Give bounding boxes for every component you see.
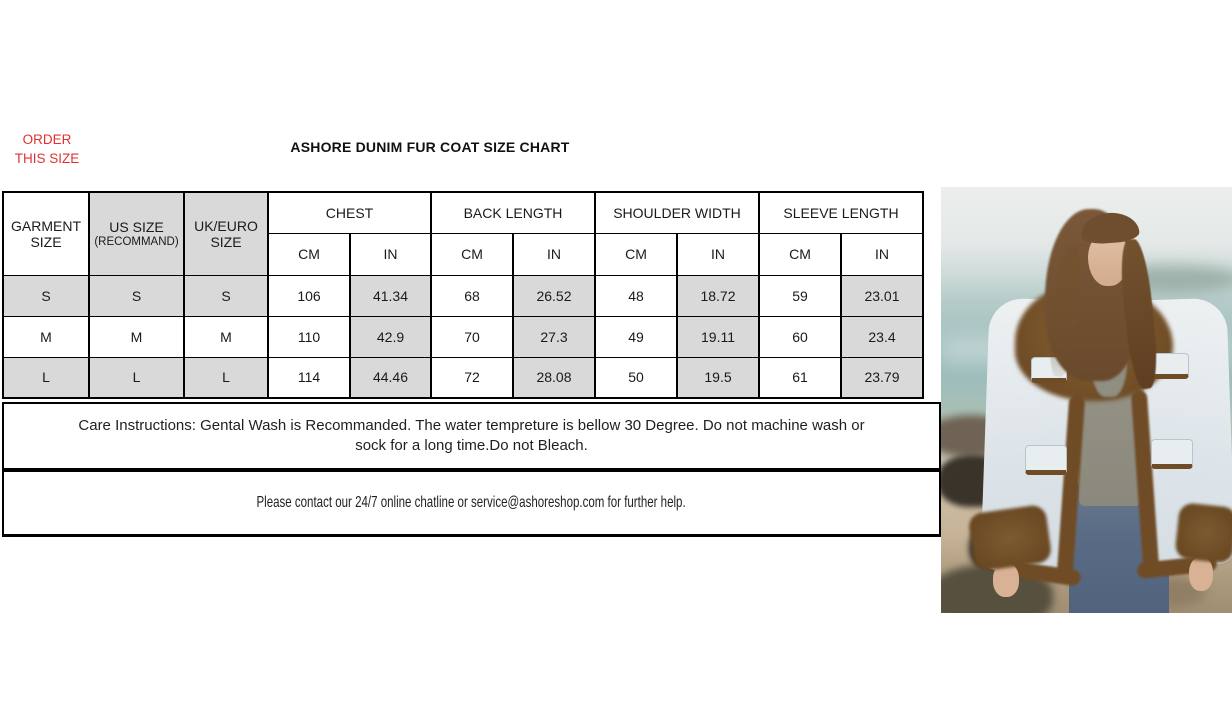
fur-cuff-left xyxy=(967,504,1052,572)
fur-cuff-right xyxy=(1174,502,1232,564)
cell-chest-in: 41.34 xyxy=(350,275,431,316)
jacket-pocket xyxy=(1151,439,1193,469)
unit-back-cm: CM xyxy=(431,233,513,275)
cell-chest-cm: 106 xyxy=(268,275,350,316)
header-garment-size: GARMENT SIZE xyxy=(3,192,89,275)
size-table xyxy=(2,191,924,399)
header-us-size-label: US SIZE xyxy=(109,219,164,236)
cell-shoulder-cm: 49 xyxy=(595,316,677,357)
cell-us: M xyxy=(89,316,184,357)
product-photo xyxy=(941,187,1232,613)
header-chest: CHEST xyxy=(268,192,431,233)
care-instructions-text: Care Instructions: Gental Wash is Recommanded. The water tempreture is bellow 30 Degree. Do not machine wash or sock for a long time.Do not Bleach. xyxy=(78,417,865,454)
cell-garment: M xyxy=(3,316,89,357)
order-this-size-note: ORDER THIS SIZE xyxy=(14,132,80,166)
cell-back-cm: 72 xyxy=(431,357,513,398)
table-row-l xyxy=(3,357,923,398)
cell-us: L xyxy=(89,357,184,398)
unit-chest-in: IN xyxy=(350,233,431,275)
header-us-size xyxy=(89,192,184,275)
jacket-pocket xyxy=(1025,445,1067,475)
table-row-m xyxy=(3,316,923,357)
jacket-pocket xyxy=(1153,353,1189,379)
page-title: ASHORE DUNIM FUR COAT SIZE CHART xyxy=(290,139,570,155)
cell-sleeve-cm: 61 xyxy=(759,357,841,398)
contact-box xyxy=(2,470,941,537)
header-shoulder-width: SHOULDER WIDTH xyxy=(595,192,759,233)
cell-back-in: 28.08 xyxy=(513,357,595,398)
unit-shoulder-in: IN xyxy=(677,233,759,275)
cell-uk: S xyxy=(184,275,268,316)
unit-chest-cm: CM xyxy=(268,233,350,275)
cell-sleeve-cm: 60 xyxy=(759,316,841,357)
header-sleeve-length: SLEEVE LENGTH xyxy=(759,192,923,233)
care-instructions-box xyxy=(2,402,941,470)
cell-shoulder-in: 19.5 xyxy=(677,357,759,398)
cell-uk: M xyxy=(184,316,268,357)
table-row-s xyxy=(3,275,923,316)
cell-sleeve-in: 23.4 xyxy=(841,316,923,357)
header-us-size-sub: (RECOMMAND) xyxy=(94,236,179,249)
header-uk-euro-size: UK/EURO SIZE xyxy=(184,192,268,275)
contact-text: Please contact our 24/7 online chatline or service@ashoreshop.com for further help. xyxy=(256,494,687,511)
header-back-length: BACK LENGTH xyxy=(431,192,595,233)
model-hand xyxy=(1189,557,1213,591)
cell-back-in: 27.3 xyxy=(513,316,595,357)
cell-back-in: 26.52 xyxy=(513,275,595,316)
cell-back-cm: 70 xyxy=(431,316,513,357)
cell-sleeve-in: 23.79 xyxy=(841,357,923,398)
unit-sleeve-cm: CM xyxy=(759,233,841,275)
cell-chest-cm: 114 xyxy=(268,357,350,398)
cell-sleeve-cm: 59 xyxy=(759,275,841,316)
cell-shoulder-cm: 48 xyxy=(595,275,677,316)
cell-garment: L xyxy=(3,357,89,398)
cell-chest-in: 42.9 xyxy=(350,316,431,357)
cell-uk: L xyxy=(184,357,268,398)
cell-shoulder-cm: 50 xyxy=(595,357,677,398)
unit-sleeve-in: IN xyxy=(841,233,923,275)
cell-chest-in: 44.46 xyxy=(350,357,431,398)
cell-chest-cm: 110 xyxy=(268,316,350,357)
cell-back-cm: 68 xyxy=(431,275,513,316)
cell-garment: S xyxy=(3,275,89,316)
cell-sleeve-in: 23.01 xyxy=(841,275,923,316)
cell-us: S xyxy=(89,275,184,316)
cell-shoulder-in: 18.72 xyxy=(677,275,759,316)
unit-shoulder-cm: CM xyxy=(595,233,677,275)
cell-shoulder-in: 19.11 xyxy=(677,316,759,357)
unit-back-in: IN xyxy=(513,233,595,275)
size-table-wrap xyxy=(2,191,924,399)
